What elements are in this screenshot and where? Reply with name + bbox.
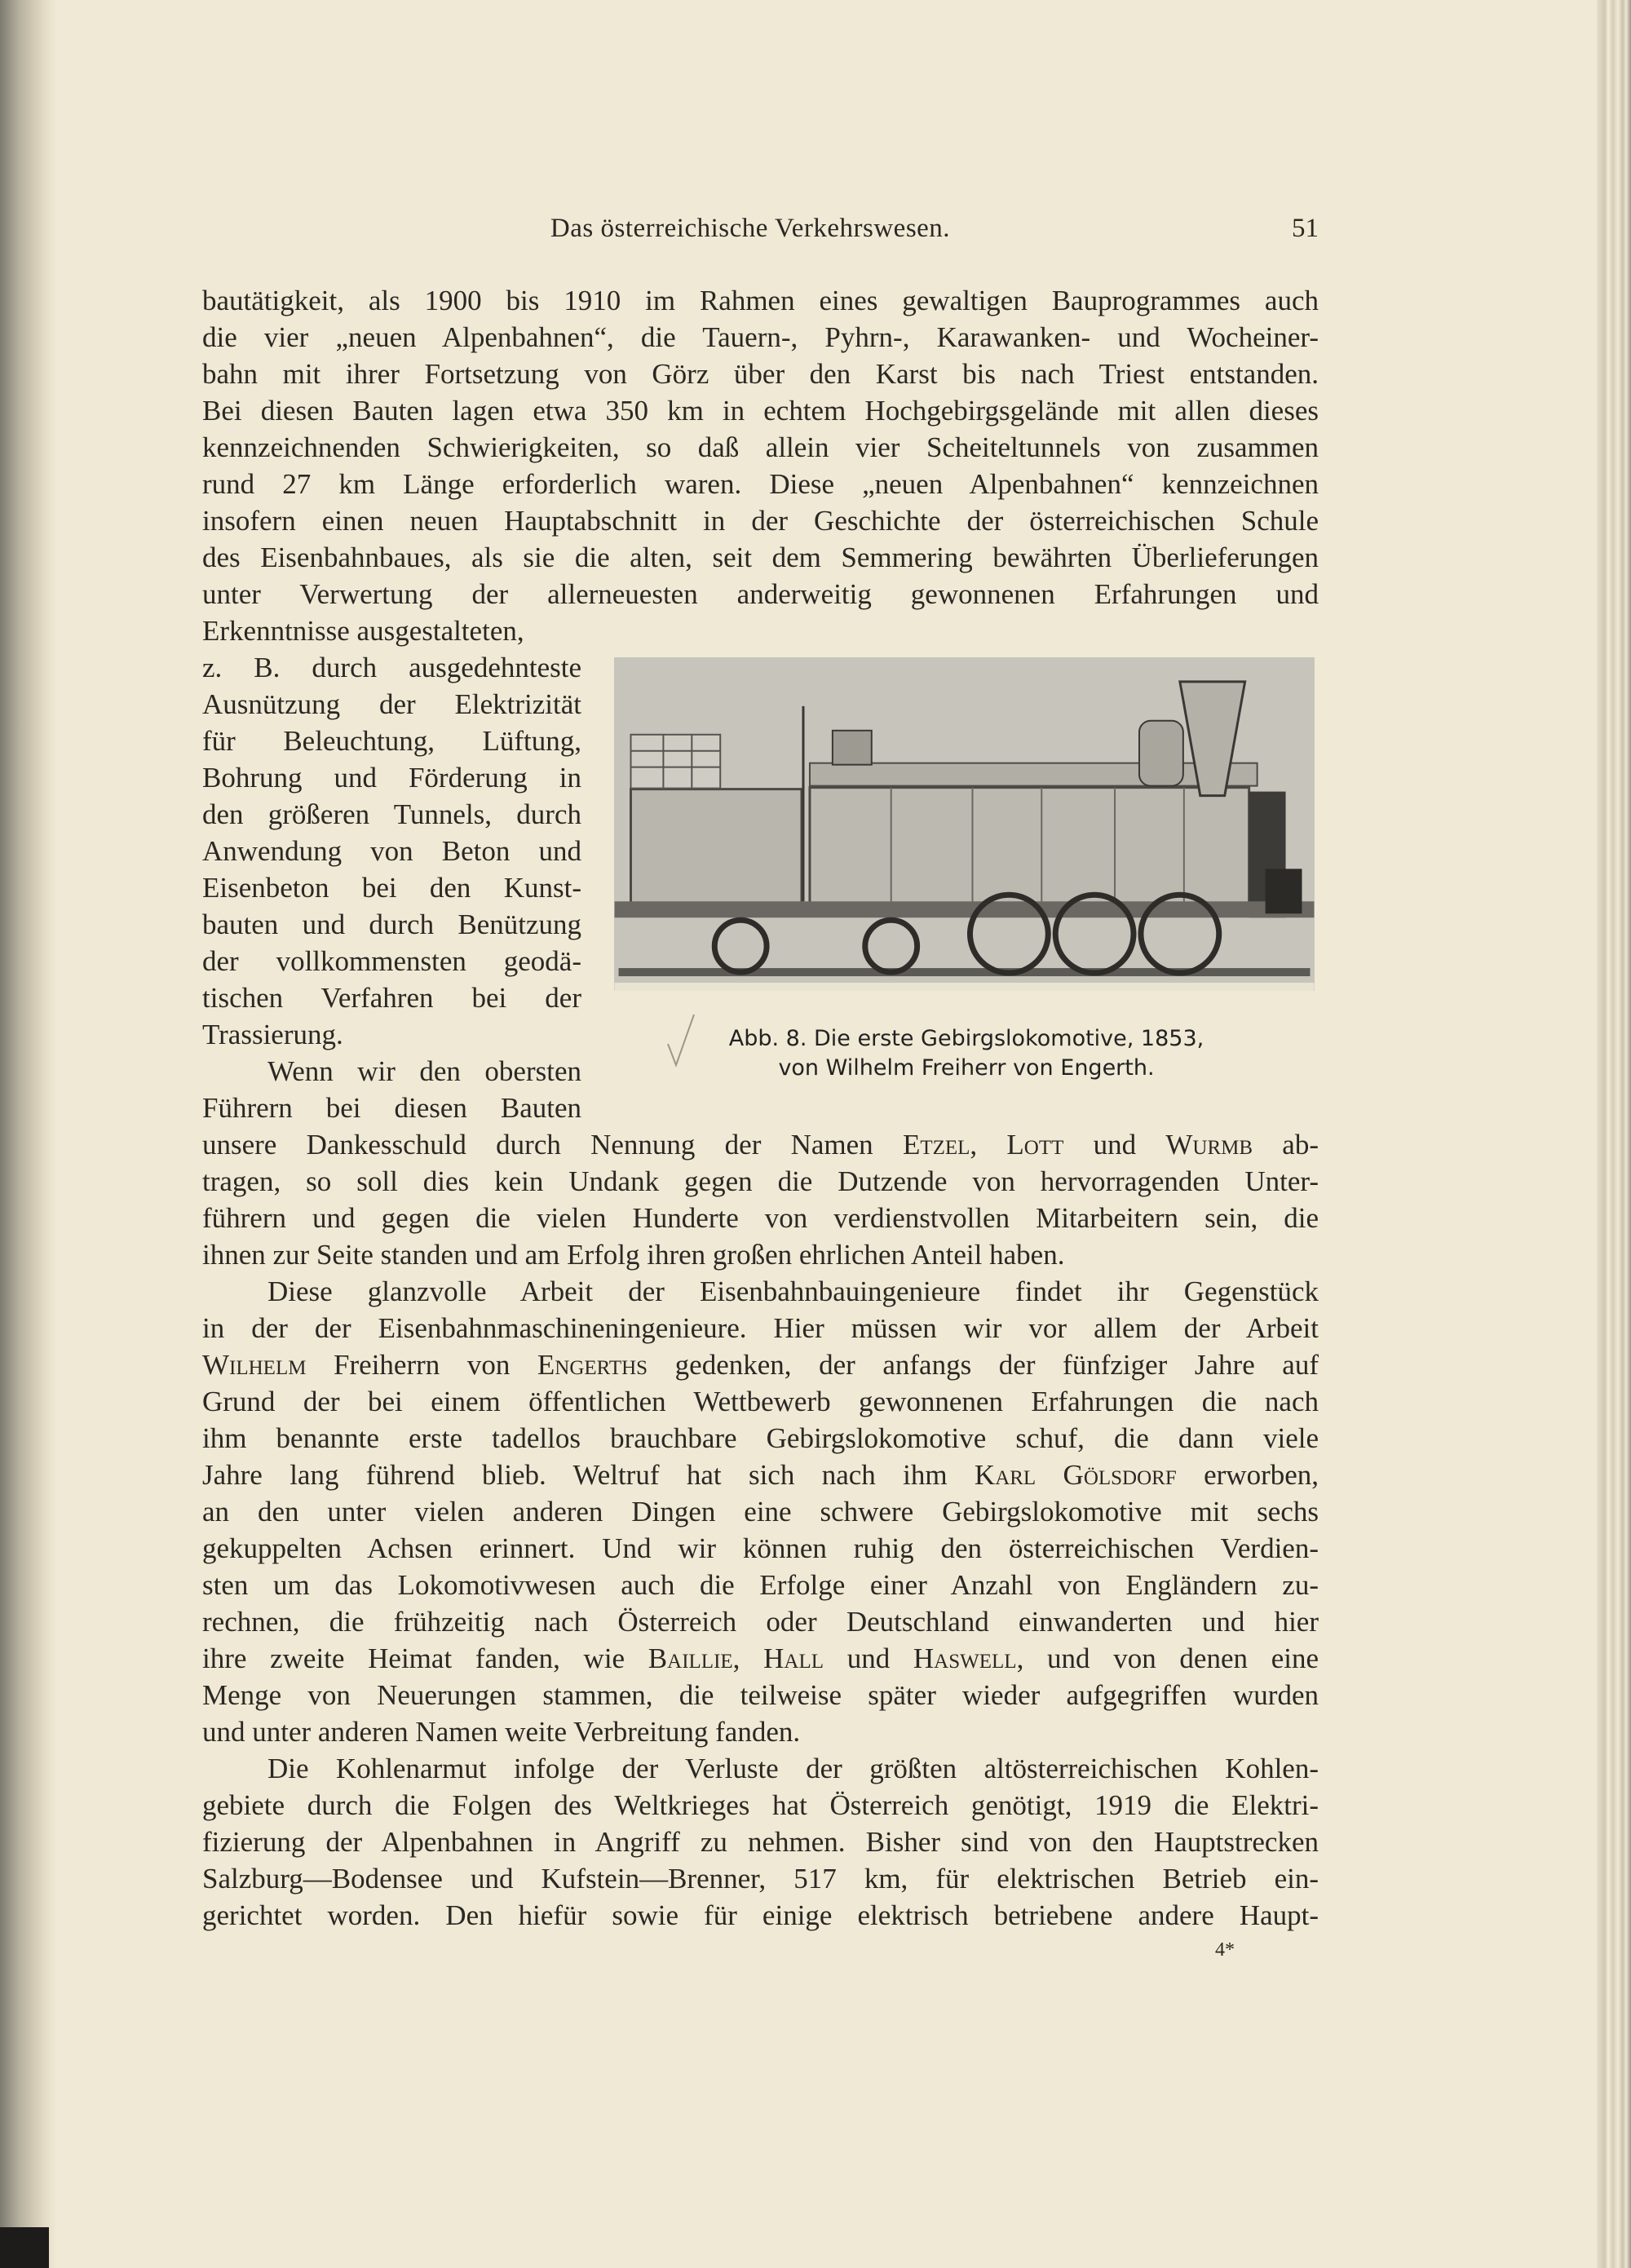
text-line xyxy=(202,1861,1319,1897)
text-line xyxy=(202,1824,1319,1860)
text-line xyxy=(202,356,1319,392)
text-line xyxy=(202,540,1319,576)
text-line xyxy=(202,466,1319,502)
text-line xyxy=(202,650,581,686)
text-line xyxy=(202,687,581,723)
signature-mark: 4* xyxy=(1215,1939,1235,1961)
text-segment: Bei diesen Bauten lagen etwa 350 km in echtem Hochgebirgsgelände mit allen dieses xyxy=(202,395,1319,427)
text-line xyxy=(267,1751,1319,1787)
text-line xyxy=(202,1898,1319,1934)
text-segment: erworben, xyxy=(1176,1459,1319,1491)
text-line xyxy=(202,1347,1319,1383)
text-segment: Wenn wir den obersten xyxy=(267,1055,581,1087)
text-segment: , xyxy=(732,1642,764,1674)
name-small-caps: Baillie xyxy=(648,1642,733,1674)
text-segment: sten um das Lokomotivwesen auch die Erfolge einer Anzahl von Engländern zu- xyxy=(202,1569,1319,1601)
text-segment: ihnen zur Seite standen und am Erfolg ihren großen ehrlichen Anteil haben. xyxy=(202,1239,1065,1271)
page-edges xyxy=(1597,0,1631,2268)
locomotive-figure xyxy=(614,657,1315,991)
text-line xyxy=(202,723,581,759)
name-small-caps: Haswell xyxy=(913,1642,1017,1674)
text-segment: Eisenbeton bei den Kunst- xyxy=(202,872,581,904)
text-segment: insofern einen neuen Hauptabschnitt in der Geschichte der österreichischen Schule xyxy=(202,505,1319,537)
text-line xyxy=(202,870,581,906)
text-segment: tischen Verfahren bei der xyxy=(202,982,581,1014)
text-segment: tragen, so soll dies kein Undank gegen die Dutzende von hervorragenden Unter- xyxy=(202,1165,1319,1197)
text-segment: Bohrung und Förderung in xyxy=(202,762,581,794)
text-line xyxy=(202,980,581,1016)
text-line xyxy=(202,1311,1319,1346)
text-line xyxy=(202,1090,581,1126)
figure-caption-line-1: Abb. 8. Die erste Gebirgslokomotive, 1853, xyxy=(728,1026,1204,1051)
text-line xyxy=(202,907,581,943)
text-line xyxy=(202,833,581,869)
text-segment: z. B. durch ausgedehnteste xyxy=(202,652,581,683)
text-segment: fizierung der Alpenbahnen in Angriff zu nehmen. Bisher sind von den Hauptstrecken xyxy=(202,1826,1319,1858)
text-segment: und xyxy=(824,1642,913,1674)
text-segment: Jahre lang führend blieb. Weltruf hat sich nach ihm xyxy=(202,1459,975,1491)
page-binding-shadow xyxy=(0,0,57,2268)
text-line xyxy=(202,393,1319,429)
text-segment: führern und gegen die vielen Hunderte von verdienstvollen Mitarbeitern sein, die xyxy=(202,1202,1319,1234)
text-line xyxy=(267,1054,581,1090)
text-segment: und xyxy=(1063,1129,1166,1161)
text-segment: kennzeichnenden Schwierigkeiten, so daß allein vier Scheiteltunnels von zusammen xyxy=(202,431,1319,463)
text-segment: gekuppelten Achsen erinnert. Und wir können ruhig den österreichischen Verdien- xyxy=(202,1532,1319,1564)
text-segment: gerichtet worden. Den hiefür sowie für einige elektrisch betriebene andere Haupt- xyxy=(202,1899,1319,1931)
text-line xyxy=(202,1200,1319,1236)
text-segment: ab- xyxy=(1253,1129,1319,1161)
text-line xyxy=(202,944,581,979)
page-number: 51 xyxy=(1292,214,1319,243)
text-line xyxy=(202,1531,1319,1567)
locomotive-illustration xyxy=(614,657,1315,991)
text-line xyxy=(202,797,581,833)
text-line xyxy=(202,1788,1319,1824)
text-segment: ihm benannte erste tadellos brauchbare Gebirgslokomotive schuf, die dann viele xyxy=(202,1422,1319,1454)
text-segment: gebiete durch die Folgen des Weltkrieges hat Österreich genötigt, 1919 die Elektri- xyxy=(202,1789,1319,1821)
running-header: Das österreichische Verkehrswesen. xyxy=(550,214,951,243)
text-segment: ihre zweite Heimat fanden, wie xyxy=(202,1642,648,1674)
text-line xyxy=(202,1604,1319,1640)
text-segment: des Eisenbahnbaues, als sie die alten, seit dem Semmering bewährten Überlieferungen xyxy=(202,542,1319,573)
text-segment: , und von denen eine xyxy=(1016,1642,1319,1674)
name-small-caps: Wilhelm xyxy=(202,1349,307,1381)
text-segment: bahn mit ihrer Fortsetzung von Görz über den Karst bis nach Triest entstanden. xyxy=(202,358,1319,390)
text-segment: in der der Eisenbahnmaschineningenieure. Hier müssen wir vor allem der Arbeit xyxy=(202,1312,1319,1344)
text-line xyxy=(202,1567,1319,1603)
text-line xyxy=(202,1494,1319,1530)
name-small-caps: Karl Gölsdorf xyxy=(974,1459,1177,1491)
text-segment: , xyxy=(970,1129,1007,1161)
scan-corner xyxy=(0,2227,49,2268)
text-segment: Freiherrn von xyxy=(306,1349,537,1381)
text-line xyxy=(202,1384,1319,1420)
name-small-caps: Etzel xyxy=(902,1129,970,1161)
text-segment: rechnen, die frühzeitig nach Österreich oder Deutschland einwanderten und hier xyxy=(202,1606,1319,1638)
text-line xyxy=(202,1421,1319,1457)
text-segment: Trassierung. xyxy=(202,1019,343,1050)
text-segment: der vollkommensten geodä- xyxy=(202,945,581,977)
text-line xyxy=(202,1237,1319,1273)
text-segment: rund 27 km Länge erforderlich waren. Diese „neuen Alpenbahnen“ kennzeichnen xyxy=(202,468,1319,500)
text-segment: Die Kohlenarmut infolge der Verluste der größten altösterreichischen Kohlen- xyxy=(267,1753,1319,1784)
text-segment: Führern bei diesen Bauten xyxy=(202,1092,581,1124)
text-segment: Ausnützung der Elektrizität xyxy=(202,688,581,720)
text-segment: für Beleuchtung, Lüftung, xyxy=(202,725,581,757)
text-segment: und unter anderen Namen weite Verbreitung fanden. xyxy=(202,1716,801,1748)
text-segment: Grund der bei einem öffentlichen Wettbewerb gewonnenen Erfahrungen die nach xyxy=(202,1386,1319,1417)
text-segment: Salzburg—Bodensee und Kufstein—Brenner, 517 km, für elektrischen Betrieb ein- xyxy=(202,1863,1319,1894)
name-small-caps: Lott xyxy=(1006,1129,1064,1161)
name-small-caps: Hall xyxy=(763,1642,824,1674)
text-line xyxy=(202,503,1319,539)
text-segment: die vier „neuen Alpenbahnen“, die Tauern-, Pyhrn-, Karawanken- und Wocheiner- xyxy=(202,321,1319,353)
figure-caption-line-2: von Wilhelm Freiherr von Engerth. xyxy=(778,1055,1155,1081)
text-line xyxy=(202,283,1319,319)
text-line xyxy=(202,1678,1319,1713)
text-segment: bauten und durch Benützung xyxy=(202,909,581,940)
text-line xyxy=(202,577,1319,612)
text-line xyxy=(202,320,1319,356)
text-line xyxy=(202,1641,1319,1677)
text-line xyxy=(202,1164,1319,1200)
text-segment: Menge von Neuerungen stammen, die teilweise später wieder aufgegriffen wurden xyxy=(202,1679,1319,1711)
text-line xyxy=(202,430,1319,466)
text-segment: an den unter vielen anderen Dingen eine schwere Gebirgslokomotive mit sechs xyxy=(202,1496,1319,1527)
text-segment: unter Verwertung der allerneuesten anderweitig gewonnenen Erfahrungen und xyxy=(202,578,1319,610)
text-segment: den größeren Tunnels, durch xyxy=(202,798,581,830)
text-line xyxy=(267,1274,1319,1310)
text-segment: Anwendung von Beton und xyxy=(202,835,581,867)
text-line xyxy=(202,1457,1319,1493)
name-small-caps: Engerths xyxy=(537,1349,648,1381)
text-line xyxy=(202,1017,581,1053)
text-segment: unsere Dankesschuld durch Nennung der Namen xyxy=(202,1129,903,1161)
name-small-caps: Wurmb xyxy=(1165,1129,1253,1161)
text-line xyxy=(202,613,581,649)
text-segment: gedenken, der anfangs der fünfziger Jahre auf xyxy=(648,1349,1319,1381)
text-line xyxy=(202,1127,1319,1163)
text-line xyxy=(202,760,581,796)
text-segment: Diese glanzvolle Arbeit der Eisenbahnbauingenieure findet ihr Gegenstück xyxy=(267,1275,1319,1307)
text-segment: bautätigkeit, als 1900 bis 1910 im Rahmen eines gewaltigen Bauprogrammes auch xyxy=(202,285,1319,316)
text-line xyxy=(202,1714,1319,1750)
text-segment: Erkenntnisse ausgestalteten, xyxy=(202,615,524,647)
